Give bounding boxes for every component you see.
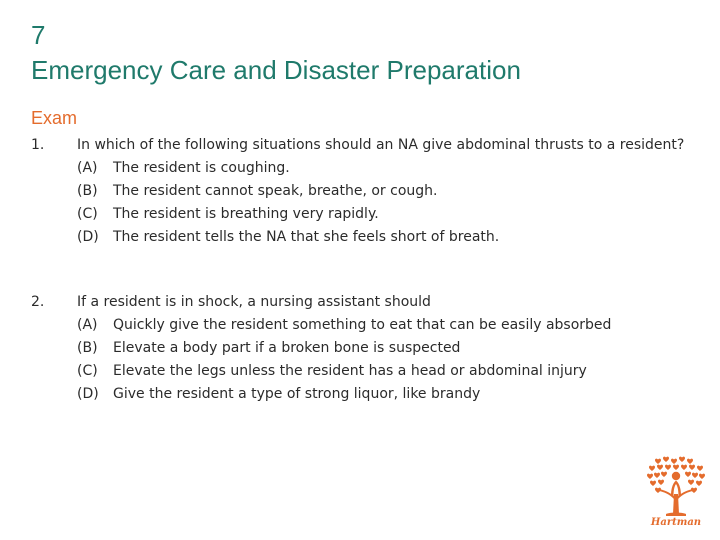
option-b [77,337,691,360]
option-letter: (D) [77,386,99,402]
question-number: 1. [31,137,45,153]
logo-wordmark: Hartman [650,517,702,528]
question-body [77,134,691,249]
option-b [77,180,691,203]
option-text: Elevate the legs unless the resident has a head or abdominal injury [113,363,587,379]
question-number: 2. [31,294,45,310]
option-c [77,203,691,226]
option-letter: (D) [77,229,99,245]
option-letter: (A) [77,160,98,176]
option-a [77,157,691,180]
option-d [77,226,691,249]
chapter-title: Emergency Care and Disaster Preparation [31,55,521,85]
slide-title [31,18,521,88]
option-letter: (B) [77,340,98,356]
question-1 [31,134,691,249]
option-letter: (B) [77,183,98,199]
option-text: The resident tells the NA that she feels short of breath. [113,229,500,245]
question-body [77,291,691,406]
option-text: The resident is breathing very rapidly. [113,206,379,222]
option-text: Quickly give the resident something to eat that can be easily absorbed [113,317,612,333]
section-label: Exam [31,108,78,128]
option-d [77,383,691,406]
option-c [77,360,691,383]
option-text: Give the resident a type of strong liquor, like brandy [113,386,481,402]
question-2 [31,291,691,406]
option-a [77,314,691,337]
option-text: The resident cannot speak, breathe, or cough. [113,183,438,199]
question-text: If a resident is in shock, a nursing assistant should [77,294,431,310]
option-letter: (A) [77,317,98,333]
option-letter: (C) [77,206,98,222]
option-text: The resident is coughing. [113,160,290,176]
option-text: Elevate a body part if a broken bone is suspected [113,340,461,356]
option-letter: (C) [77,363,98,379]
question-text: In which of the following situations should an NA give abdominal thrusts to a resident? [77,137,685,153]
chapter-number: 7 [31,20,46,50]
